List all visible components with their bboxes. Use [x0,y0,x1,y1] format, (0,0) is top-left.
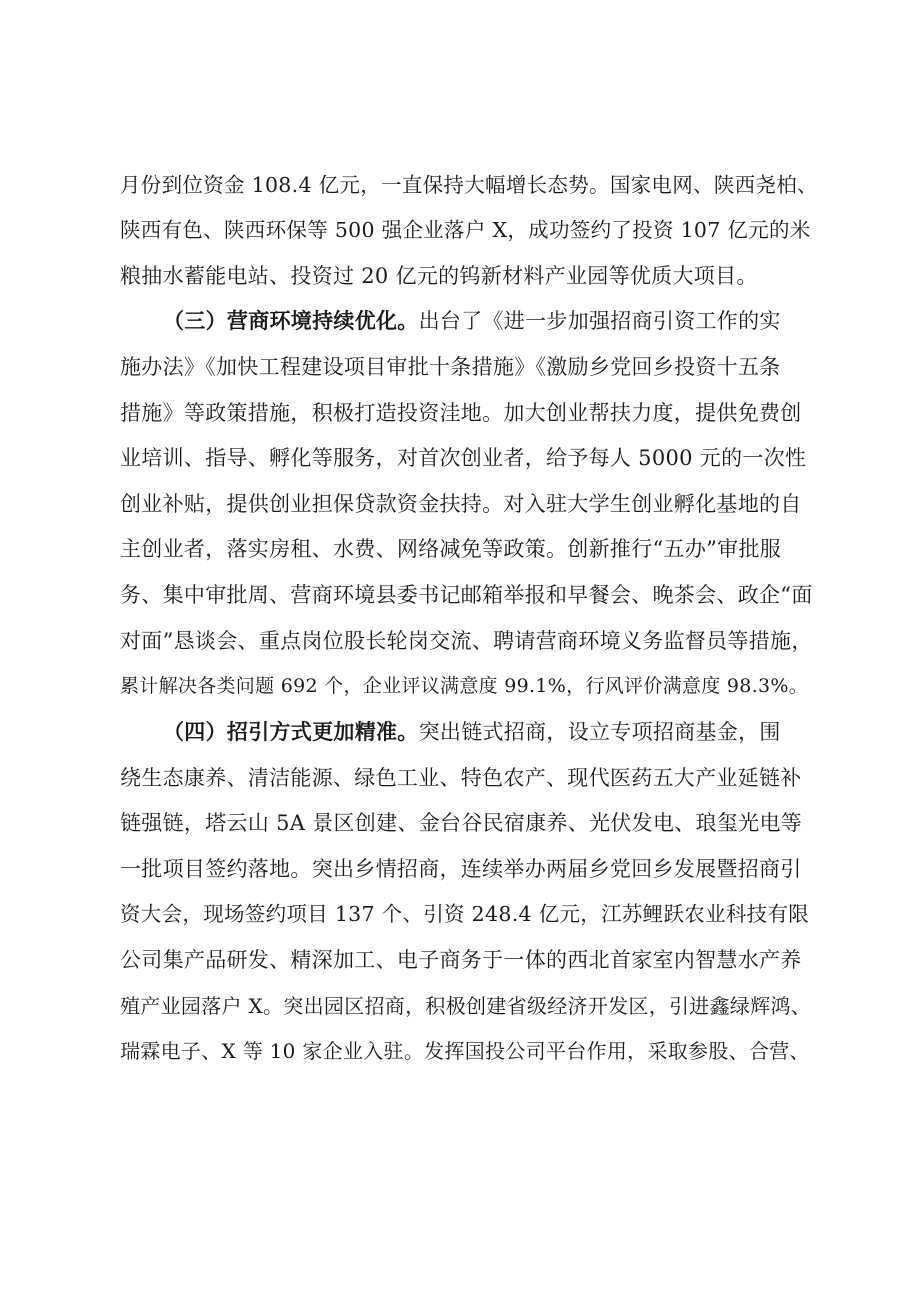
paragraph-2-first-line [163,306,820,336]
paragraph-3-first-line [163,717,820,747]
paragraph-3-line-2: 绕生态康养、清洁能源、绿色工业、特色农产、现代医药五大产业延链补 [120,766,802,790]
paragraph-2-line-3: 措施》等政策措施，积极打造投资洼地。加大创业帮扶力度，提供免费创 [120,401,802,425]
paragraph-2-line-7: 务、集中审批周、营商环境县委书记邮箱举报和早餐会、晚茶会、政企“面 [120,583,813,607]
paragraph-1-line-3: 粮抽水蓄能电站、投资过 20 亿元的钨新材料产业园等优质大项目。 [120,264,758,288]
paragraph-3-line-7: 殖产业园落户 X。突出园区招商，积极创建省级经济开发区，引进鑫绿辉鸿、 [120,994,812,1018]
section-heading-3: （三）营商环境持续优化。 [163,309,419,333]
paragraph-2-line-6: 主创业者，落实房租、水费、网络减免等政策。创新推行“五办”审批服 [120,537,782,561]
paragraph-2-line-8: 对面”恳谈会、重点岗位股长轮岗交流、聘请营商环境义务监督员等措施， [120,629,813,653]
paragraph-2-line-2: 施办法》《加快工程建设项目审批十条措施》《激励乡党回乡投资十五条 [120,355,781,379]
paragraph-1-line-2: 陕西有色、陕西环保等 500 强企业落户 X，成功签约了投资 107 亿元的米 [120,218,811,242]
paragraph-2-line-9: 累计解决各类问题 692 个，企业评议满意度 99.1%，行风评价满意度 98.3%。 [120,675,809,697]
paragraph-3-first-rest: 突出链式招商，设立专项招商基金，围 [418,720,781,744]
paragraph-2-line-4: 业培训、指导、孵化等服务，对首次创业者，给予每人 5000 元的一次性 [120,446,807,470]
paragraph-2-first-rest: 出台了《进一步加强招商引资工作的实 [418,309,781,333]
paragraph-3-line-6: 公司集产品研发、精深加工、电子商务于一体的西北首家室内智慧水产养 [120,948,802,972]
paragraph-3-line-5: 资大会，现场签约项目 137 个、引资 248.4 亿元，江苏鲤跃农业科技有限 [120,902,810,926]
paragraph-3-line-8: 瑞霖电子、X 等 10 家企业入驻。发挥国投公司平台作用，采取参股、合营、 [120,1039,810,1063]
paragraph-3-line-4: 一批项目签约落地。突出乡情招商，连续举办两届乡党回乡发展暨招商引 [120,857,802,881]
section-heading-4: （四）招引方式更加精准。 [163,720,419,744]
paragraph-1-line-1: 月份到位资金 108.4 亿元，一直保持大幅增长态势。国家电网、陕西尧柏、 [120,173,818,197]
paragraph-2-line-5: 创业补贴，提供创业担保贷款资金扶持。对入驻大学生创业孵化基地的自 [120,492,802,516]
paragraph-3-line-3: 链强链，塔云山 5A 景区创建、金台谷民宿康养、光伏发电、琅玺光电等 [120,811,803,835]
